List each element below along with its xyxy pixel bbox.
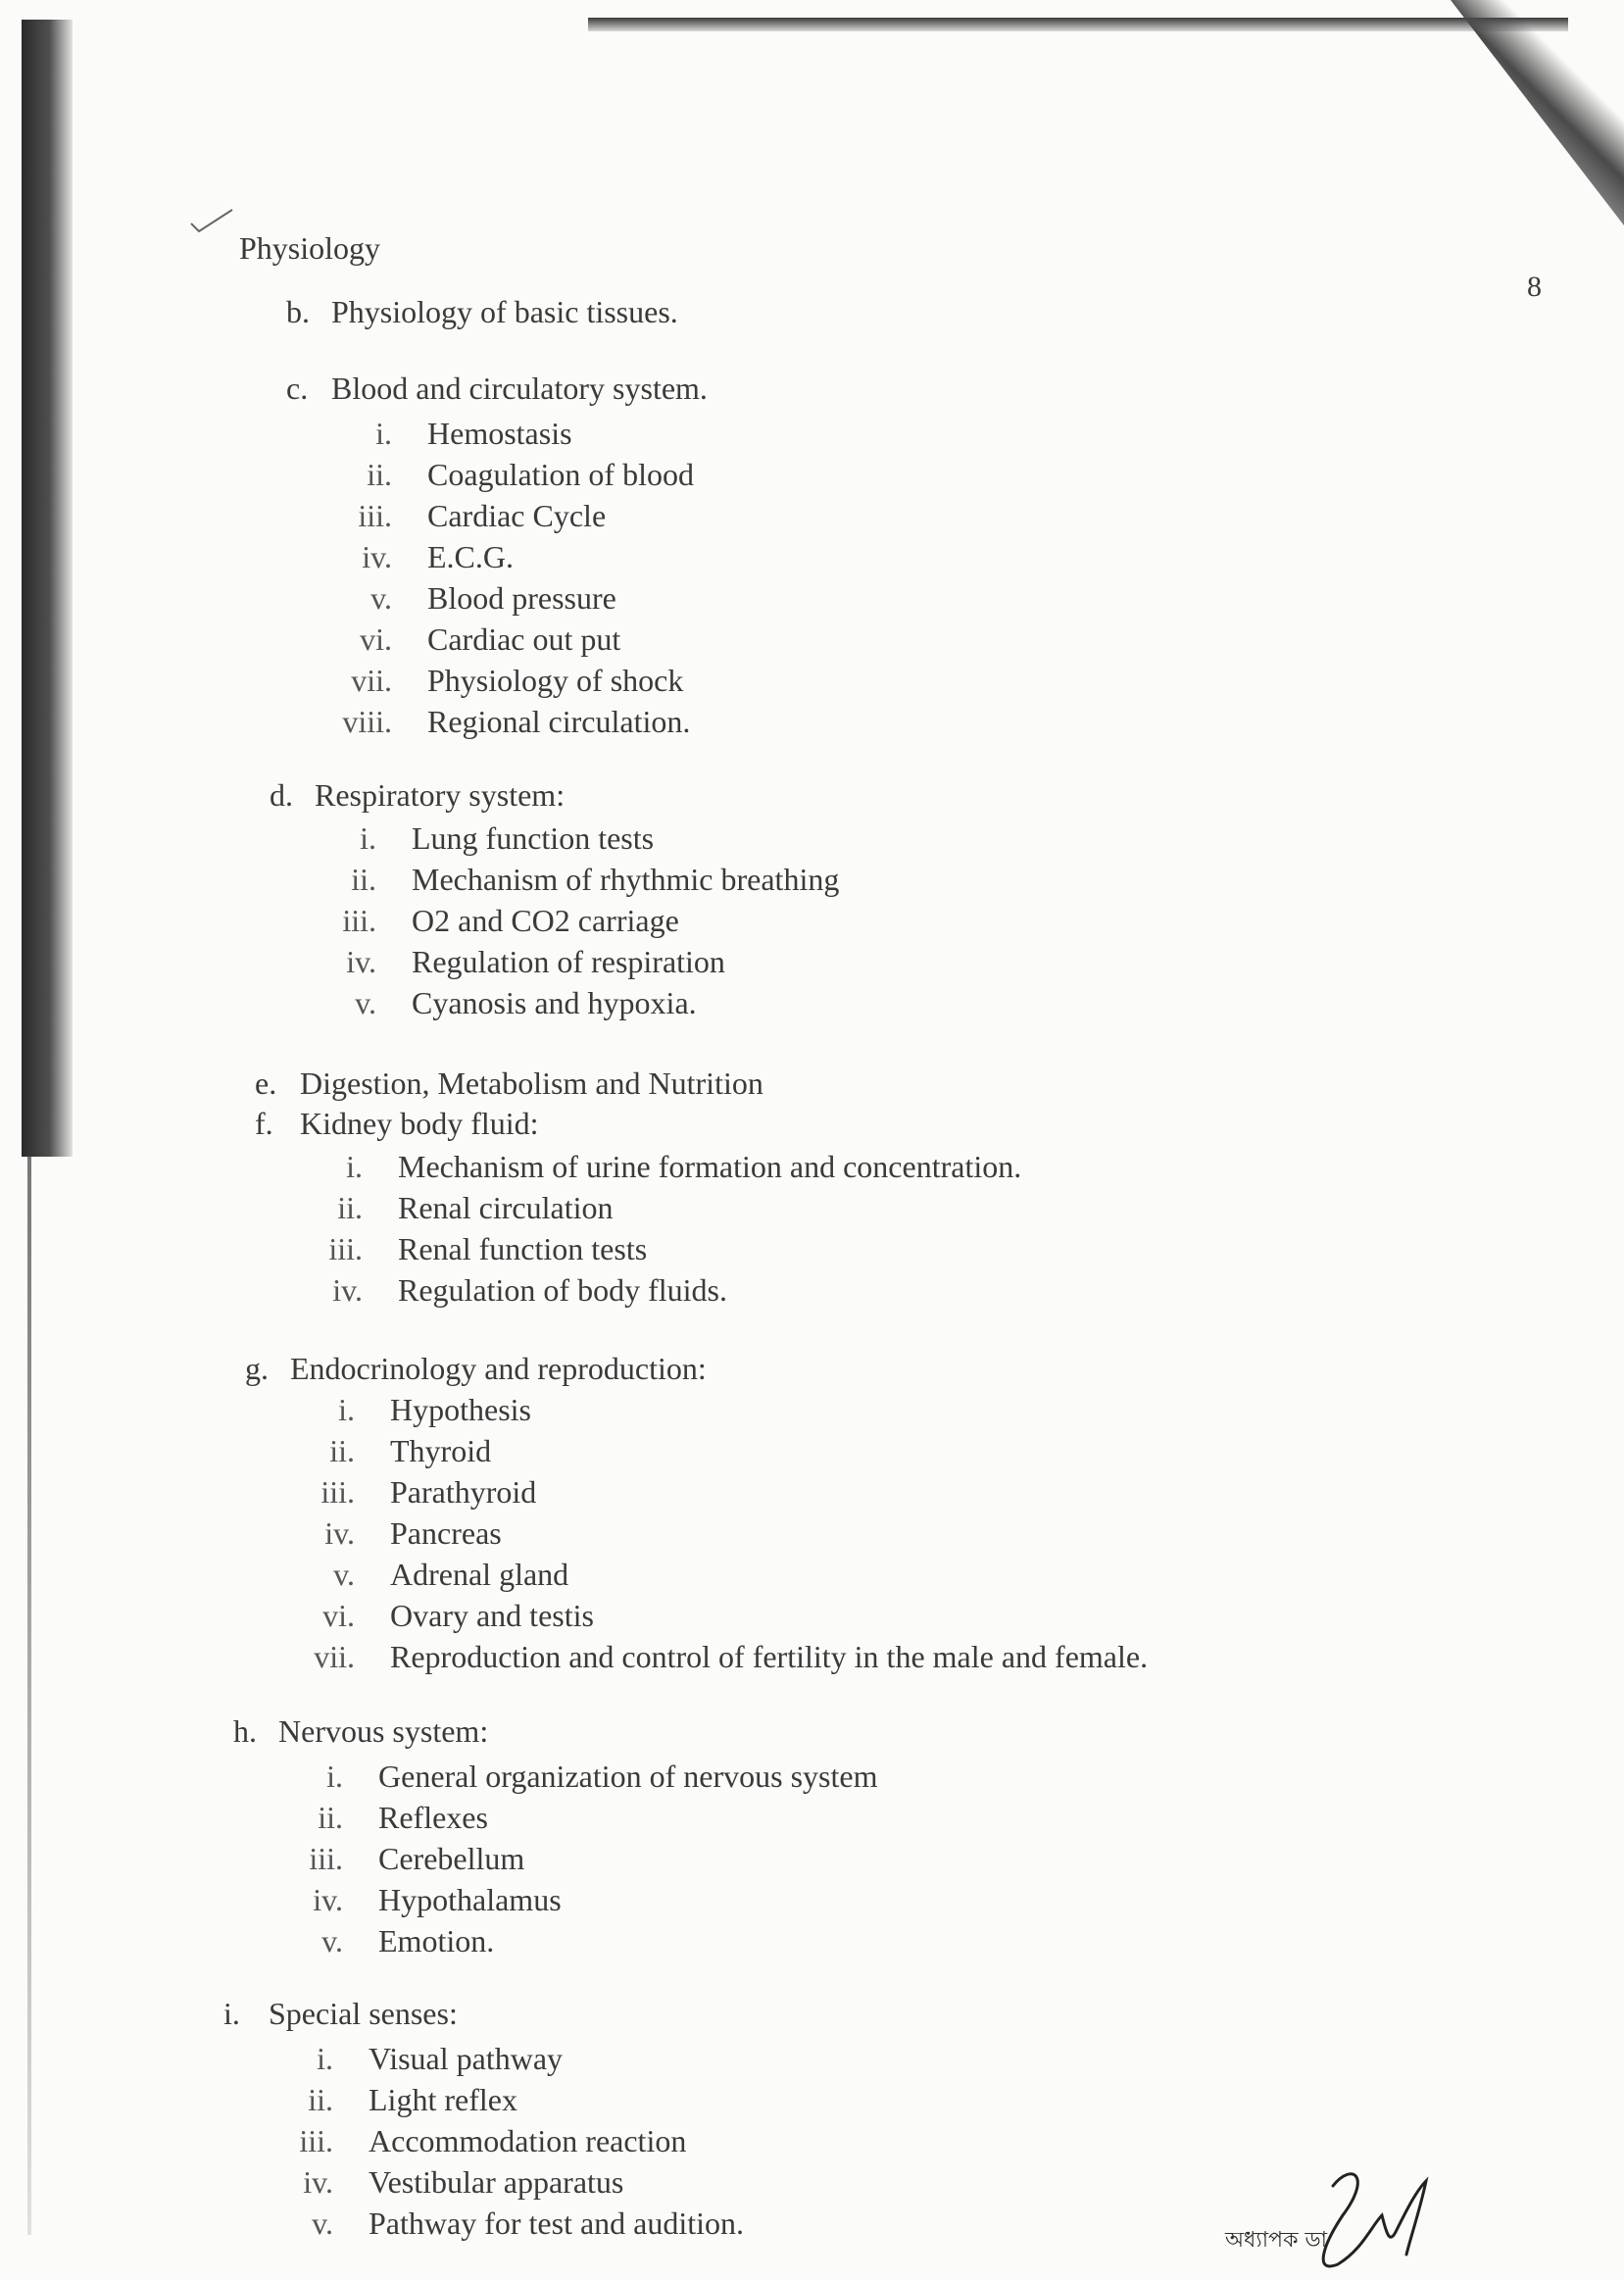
section-title: Respiratory system: (315, 777, 566, 813)
folded-corner (1451, 0, 1624, 225)
list-item (370, 580, 616, 617)
section-heading (233, 1713, 488, 1750)
section-title: Special senses: (269, 1996, 458, 2031)
list-item-number: ii. (337, 1190, 363, 1225)
list-item-text: Blood pressure (427, 580, 616, 616)
list-item (317, 2041, 564, 2077)
list-item (346, 1149, 1022, 1185)
list-item-number: v. (312, 2206, 333, 2241)
list-item-number: iii. (320, 1474, 355, 1510)
list-item-number: v. (333, 1557, 355, 1592)
section-title: Blood and circulatory system. (331, 371, 708, 406)
list-item (328, 1231, 648, 1267)
page-number: 8 (1527, 271, 1542, 303)
list-item-text: Mechanism of urine formation and concentration. (398, 1149, 1022, 1184)
list-item (326, 1759, 878, 1795)
section-letter: h. (233, 1713, 257, 1749)
list-item-number: iv. (362, 539, 392, 574)
list-item-text: Light reflex (369, 2082, 517, 2117)
list-item (308, 2082, 517, 2118)
list-item-text: E.C.G. (427, 539, 514, 574)
list-item-number: vi. (322, 1598, 355, 1633)
list-item-text: Reproduction and control of fertility in the male and female. (390, 1639, 1149, 1674)
list-item (362, 539, 514, 575)
section-heading (286, 371, 708, 407)
list-item-text: Visual pathway (369, 2041, 564, 2076)
list-item-number: vi. (360, 621, 392, 657)
list-item-number: viii. (342, 704, 392, 739)
checkmark-icon (189, 208, 234, 237)
list-item-number: ii. (367, 457, 392, 492)
list-item-text: Cerebellum (378, 1841, 525, 1876)
section-letter: d. (270, 777, 293, 813)
list-item-number: ii. (308, 2082, 333, 2117)
list-item-number: iii. (342, 903, 376, 938)
list-item-number: iv. (346, 944, 376, 979)
list-item-text: Emotion. (378, 1923, 495, 1958)
list-item-text: General organization of nervous system (378, 1759, 878, 1794)
list-item (333, 1557, 569, 1593)
list-item-text: Renal circulation (398, 1190, 614, 1225)
list-item (342, 704, 691, 740)
list-item-text: Hypothalamus (378, 1882, 562, 1917)
list-item (360, 621, 621, 658)
list-item-number: v. (370, 580, 392, 616)
list-item (329, 1433, 492, 1469)
section-title: Endocrinology and reproduction: (290, 1351, 707, 1386)
list-item-text: Cyanosis and hypoxia. (412, 985, 697, 1020)
list-item (332, 1272, 727, 1309)
list-item (322, 1598, 594, 1634)
list-item-text: Thyroid (390, 1433, 492, 1468)
list-item-number: iii. (328, 1231, 363, 1266)
list-item (314, 1639, 1149, 1675)
section-letter: f. (255, 1106, 273, 1141)
list-item-number: iv. (303, 2164, 333, 2200)
list-item-number: i. (346, 1149, 363, 1184)
list-item-number: ii. (329, 1433, 355, 1468)
section-letter: c. (286, 371, 309, 406)
list-item (318, 1800, 488, 1836)
list-item-text: Accommodation reaction (369, 2123, 687, 2158)
section-letter: i. (223, 1996, 240, 2031)
list-item-text: O2 and CO2 carriage (412, 903, 679, 938)
section-title: Kidney body fluid: (300, 1106, 539, 1141)
list-item-text: Mechanism of rhythmic breathing (412, 862, 840, 897)
list-item (346, 944, 725, 980)
list-item (299, 2123, 687, 2159)
list-item-number: iv. (313, 1882, 343, 1917)
list-item (309, 1841, 525, 1877)
section-heading (245, 1351, 707, 1387)
section-title: Digestion, Metabolism and Nutrition (300, 1066, 763, 1101)
list-item-number: ii. (351, 862, 376, 897)
list-item-text: Renal function tests (398, 1231, 648, 1266)
list-item (338, 1392, 531, 1428)
list-item (358, 498, 607, 534)
list-item (360, 820, 655, 857)
list-item-number: i. (326, 1759, 343, 1794)
list-item (351, 663, 684, 699)
scan-edge-left (27, 1157, 31, 2235)
page-heading: Physiology (239, 230, 381, 266)
list-item-text: Hypothesis (390, 1392, 531, 1427)
section-letter: b. (286, 294, 310, 329)
list-item (367, 457, 694, 493)
section-heading (270, 777, 565, 814)
list-item-number: v. (321, 1923, 343, 1958)
scan-shadow-left (22, 20, 73, 1157)
list-item-text: Hemostasis (427, 416, 572, 451)
list-item-text: Ovary and testis (390, 1598, 594, 1633)
scan-shadow-top (588, 18, 1568, 31)
list-item-text: Parathyroid (390, 1474, 537, 1510)
list-item-number: vii. (351, 663, 392, 698)
list-item-text: Pancreas (390, 1515, 502, 1551)
section-title: Physiology of basic tissues. (331, 294, 678, 329)
list-item-number: i. (317, 2041, 333, 2076)
section-heading (286, 294, 678, 330)
list-item-text: Regulation of respiration (412, 944, 725, 979)
list-item-text: Reflexes (378, 1800, 488, 1835)
list-item-number: vii. (314, 1639, 355, 1674)
list-item (321, 1923, 495, 1959)
list-item (312, 2206, 745, 2242)
list-item (313, 1882, 562, 1918)
list-item-text: Regional circulation. (427, 704, 691, 739)
section-heading (255, 1106, 539, 1142)
list-item (303, 2164, 624, 2201)
list-item (324, 1515, 502, 1552)
list-item (375, 416, 572, 452)
list-item-number: iv. (332, 1272, 363, 1308)
list-item (355, 985, 697, 1021)
section-heading (223, 1996, 458, 2032)
list-item-number: i. (375, 416, 392, 451)
list-item-number: iii. (299, 2123, 333, 2158)
signature (1225, 2156, 1470, 2280)
list-item-text: Lung function tests (412, 820, 655, 856)
list-item-text: Regulation of body fluids. (398, 1272, 727, 1308)
list-item-text: Cardiac Cycle (427, 498, 607, 533)
list-item-number: i. (338, 1392, 355, 1427)
list-item-text: Pathway for test and audition. (369, 2206, 745, 2241)
list-item-text: Cardiac out put (427, 621, 621, 657)
list-item-number: iv. (324, 1515, 355, 1551)
list-item (337, 1190, 614, 1226)
section-heading (255, 1066, 763, 1102)
section-letter: g. (245, 1351, 269, 1386)
list-item (342, 903, 679, 939)
signature-caption: অধ্যাপক ডা (1225, 2228, 1328, 2253)
list-item-number: iii. (309, 1841, 343, 1876)
list-item (351, 862, 840, 898)
list-item-text: Coagulation of blood (427, 457, 694, 492)
section-title: Nervous system: (278, 1713, 489, 1749)
list-item-text: Vestibular apparatus (369, 2164, 624, 2200)
list-item-number: iii. (358, 498, 392, 533)
list-item-text: Physiology of shock (427, 663, 684, 698)
section-letter: e. (255, 1066, 277, 1101)
list-item-number: i. (360, 820, 376, 856)
list-item-number: v. (355, 985, 376, 1020)
list-item (320, 1474, 537, 1511)
list-item-text: Adrenal gland (390, 1557, 569, 1592)
list-item-number: ii. (318, 1800, 343, 1835)
